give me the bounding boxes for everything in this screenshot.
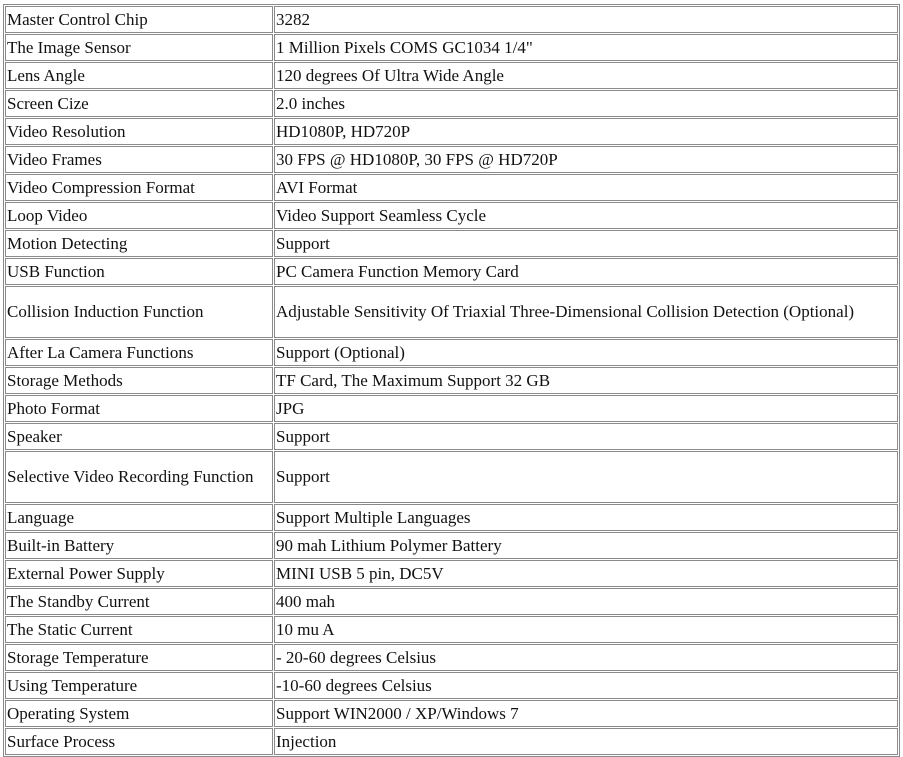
- spec-label: Video Compression Format: [5, 174, 273, 201]
- spec-label: Master Control Chip: [5, 6, 273, 33]
- table-row: [5, 588, 898, 615]
- table-row: [5, 34, 898, 61]
- spec-value: - 20-60 degrees Celsius: [274, 644, 898, 671]
- spec-value: 30 FPS @ HD1080P, 30 FPS @ HD720P: [274, 146, 898, 173]
- table-row: [5, 395, 898, 422]
- table-row: [5, 728, 898, 755]
- spec-label: Surface Process: [5, 728, 273, 755]
- spec-label: Video Resolution: [5, 118, 273, 145]
- spec-label: The Static Current: [5, 616, 273, 643]
- table-row: [5, 700, 898, 727]
- spec-value: Support WIN2000 / XP/Windows 7: [274, 700, 898, 727]
- spec-label: The Standby Current: [5, 588, 273, 615]
- spec-value: Adjustable Sensitivity Of Triaxial Three-Dimensional Collision Detection (Optional): [274, 286, 898, 338]
- spec-value: Support (Optional): [274, 339, 898, 366]
- spec-label: Photo Format: [5, 395, 273, 422]
- spec-value: PC Camera Function Memory Card: [274, 258, 898, 285]
- spec-value: Support: [274, 451, 898, 503]
- table-row: [5, 202, 898, 229]
- spec-value: 3282: [274, 6, 898, 33]
- table-row: [5, 6, 898, 33]
- spec-value: AVI Format: [274, 174, 898, 201]
- spec-value: Support: [274, 230, 898, 257]
- table-row: [5, 423, 898, 450]
- spec-label: USB Function: [5, 258, 273, 285]
- table-row: [5, 230, 898, 257]
- table-row: [5, 339, 898, 366]
- table-row: [5, 504, 898, 531]
- spec-label: Built-in Battery: [5, 532, 273, 559]
- table-row: [5, 451, 898, 503]
- spec-label: Language: [5, 504, 273, 531]
- spec-label: Screen Cize: [5, 90, 273, 117]
- spec-label: Video Frames: [5, 146, 273, 173]
- table-row: [5, 258, 898, 285]
- spec-label: Motion Detecting: [5, 230, 273, 257]
- spec-value: MINI USB 5 pin, DC5V: [274, 560, 898, 587]
- spec-value: Injection: [274, 728, 898, 755]
- spec-label: Speaker: [5, 423, 273, 450]
- table-row: [5, 532, 898, 559]
- spec-value: 1 Million Pixels COMS GC1034 1/4": [274, 34, 898, 61]
- table-row: [5, 286, 898, 338]
- spec-label: Lens Angle: [5, 62, 273, 89]
- table-row: [5, 367, 898, 394]
- spec-label: The Image Sensor: [5, 34, 273, 61]
- spec-value: Video Support Seamless Cycle: [274, 202, 898, 229]
- table-row: [5, 90, 898, 117]
- spec-value: JPG: [274, 395, 898, 422]
- spec-value: TF Card, The Maximum Support 32 GB: [274, 367, 898, 394]
- spec-value: 10 mu A: [274, 616, 898, 643]
- table-row: [5, 560, 898, 587]
- spec-value: HD1080P, HD720P: [274, 118, 898, 145]
- spec-table: [3, 4, 900, 757]
- spec-value: Support Multiple Languages: [274, 504, 898, 531]
- spec-label: Storage Temperature: [5, 644, 273, 671]
- spec-value: 400 mah: [274, 588, 898, 615]
- spec-label: Storage Methods: [5, 367, 273, 394]
- table-row: [5, 118, 898, 145]
- spec-label: Operating System: [5, 700, 273, 727]
- spec-label: After La Camera Functions: [5, 339, 273, 366]
- spec-value: Support: [274, 423, 898, 450]
- table-row: [5, 146, 898, 173]
- spec-label: Loop Video: [5, 202, 273, 229]
- spec-value: 2.0 inches: [274, 90, 898, 117]
- spec-value: -10-60 degrees Celsius: [274, 672, 898, 699]
- table-row: [5, 62, 898, 89]
- spec-label: Collision Induction Function: [5, 286, 273, 338]
- table-row: [5, 174, 898, 201]
- table-row: [5, 644, 898, 671]
- spec-label: External Power Supply: [5, 560, 273, 587]
- spec-value: 90 mah Lithium Polymer Battery: [274, 532, 898, 559]
- table-row: [5, 672, 898, 699]
- spec-value: 120 degrees Of Ultra Wide Angle: [274, 62, 898, 89]
- spec-label: Selective Video Recording Function: [5, 451, 273, 503]
- spec-label: Using Temperature: [5, 672, 273, 699]
- table-row: [5, 616, 898, 643]
